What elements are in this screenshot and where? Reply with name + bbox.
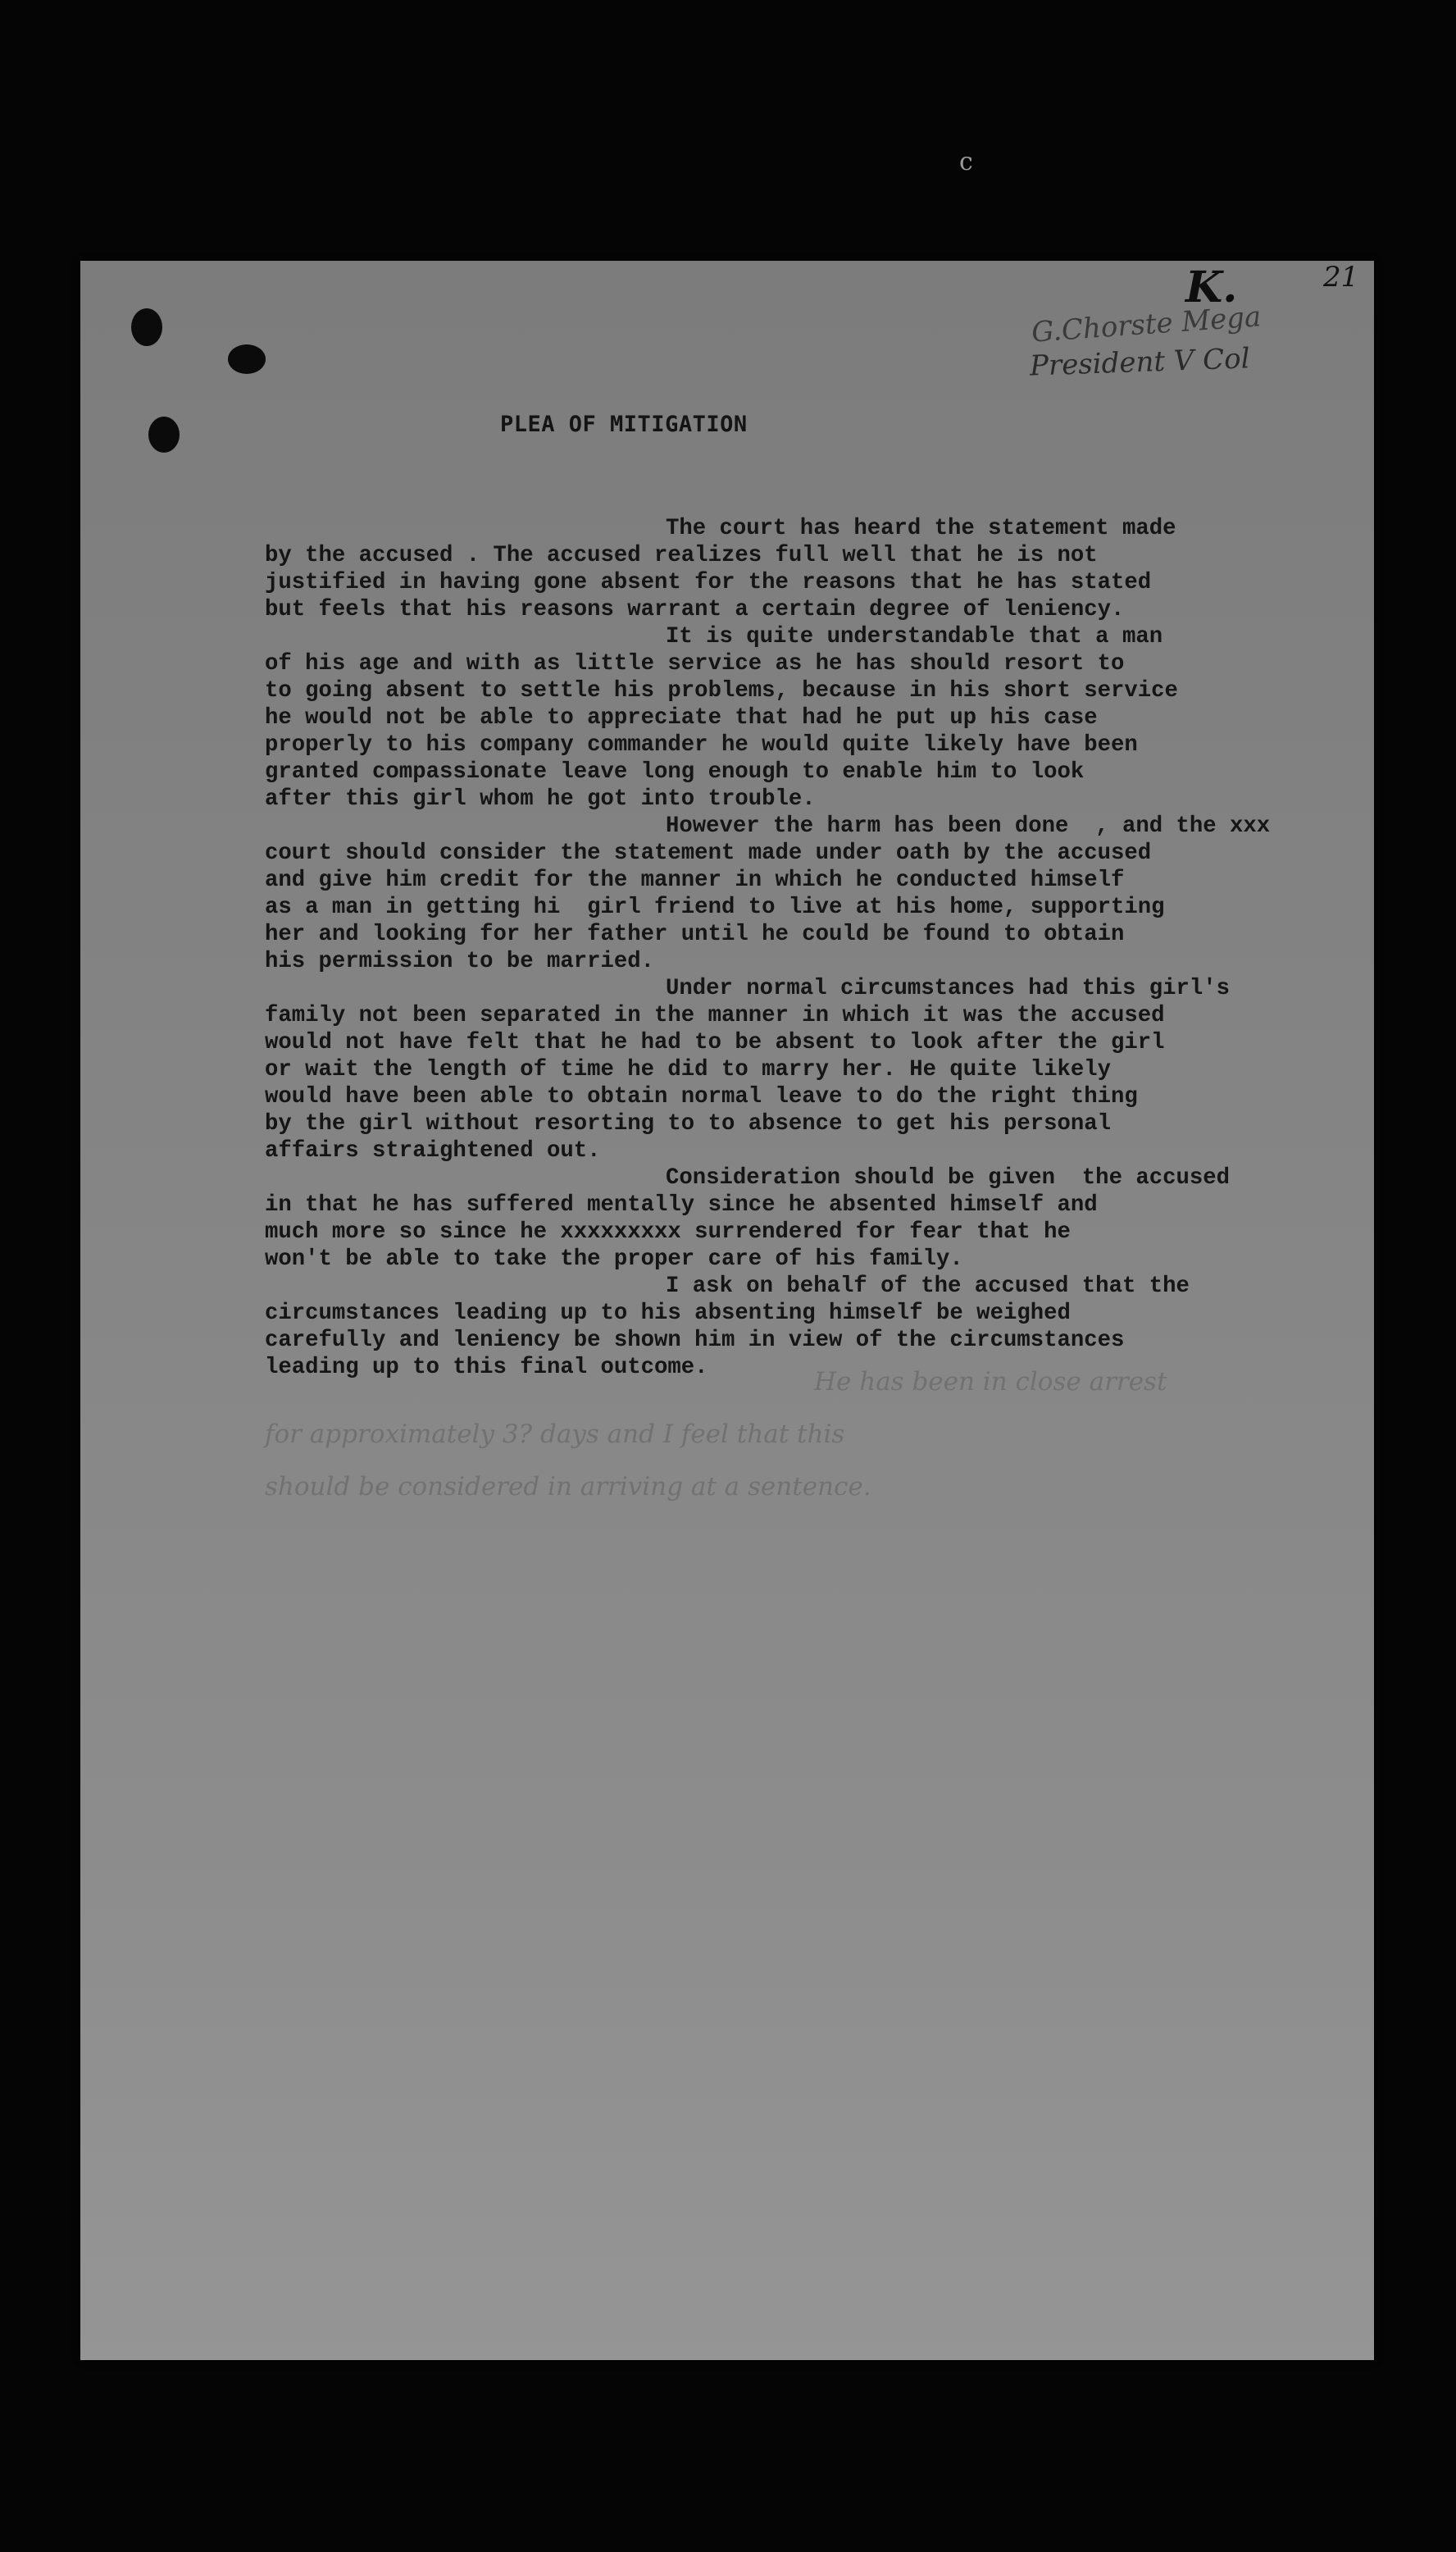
body-line: Under normal circumstances had this girl's	[666, 976, 1230, 1001]
document-page	[80, 261, 1374, 2360]
signature-title: President V Col	[1029, 342, 1251, 383]
body-line: after this girl whom he got into trouble.	[265, 786, 816, 812]
body-line: of his age and with as little service as he has should resort to	[265, 651, 1125, 677]
body-line: The court has heard the statement made	[666, 516, 1176, 541]
body-line: I ask on behalf of the accused that the	[666, 1274, 1190, 1299]
body-line: affairs straightened out.	[265, 1138, 601, 1164]
body-line: as a man in getting hi girl friend to live at his home, supporting	[265, 895, 1165, 920]
body-line: It is quite understandable that a man	[666, 624, 1163, 649]
body-line: much more so since he xxxxxxxxx surrendered for fear that he	[265, 1219, 1071, 1245]
pencil-annotation	[265, 1356, 1167, 1513]
punch-hole-icon	[148, 417, 180, 453]
body-line: he would not be able to appreciate that had he put up his case	[265, 705, 1098, 731]
body-line: and give him credit for the manner in which he conducted himself	[265, 868, 1125, 893]
body-line: would have been able to obtain normal leave to do the right thing	[265, 1084, 1138, 1110]
body-line: properly to his company commander he would quite likely have been	[265, 732, 1138, 758]
file-letter-mark: K.	[1185, 262, 1238, 312]
body-line: court should consider the statement made under oath by the accused	[265, 841, 1152, 866]
body-line: her and looking for her father until he could be found to obtain	[265, 922, 1125, 947]
document-body	[265, 515, 1363, 1381]
body-line: by the girl without resorting to to absence to get his personal	[265, 1111, 1111, 1137]
body-line: but feels that his reasons warrant a certain degree of leniency.	[265, 597, 1125, 622]
body-line: granted compassionate leave long enough to enable him to look	[265, 759, 1085, 785]
pencil-note-line: for approximately 3? days and I feel that this	[265, 1420, 845, 1449]
body-line: carefully and leniency be shown him in view of the circumstances	[265, 1328, 1125, 1353]
body-line: or wait the length of time he did to marry her. He quite likely	[265, 1057, 1111, 1082]
body-line: circumstances leading up to his absenting himself be weighed	[265, 1301, 1071, 1326]
page-number: 21	[1323, 261, 1359, 294]
body-line: justified in having gone absent for the reasons that he has stated	[265, 570, 1152, 595]
body-line: by the accused . The accused realizes full well that he is not	[265, 543, 1098, 568]
signature-line: G.Chorste Mega	[1030, 300, 1263, 349]
body-line: would not have felt that he had to be absent to look after the girl	[265, 1030, 1165, 1055]
body-line: in that he has suffered mentally since he absented himself and	[265, 1192, 1098, 1218]
pencil-note-line: should be considered in arriving at a sentence.	[265, 1472, 871, 1502]
body-line: family not been separated in the manner in which it was the accused	[265, 1003, 1165, 1028]
pencil-note-line: He has been in close arrest	[814, 1367, 1167, 1397]
body-line: leading up to this final outcome.	[265, 1355, 708, 1380]
body-line: However the harm has been done , and the xxx	[666, 813, 1271, 839]
punch-hole-icon	[228, 344, 266, 374]
scanner-mark: c	[959, 148, 973, 176]
body-line: his permission to be married.	[265, 949, 655, 974]
punch-hole-icon	[131, 308, 162, 346]
body-line: to going absent to settle his problems, because in his short service	[265, 678, 1178, 704]
body-line: Consideration should be given the accused	[666, 1165, 1230, 1191]
document-title: PLEA OF MITIGATION	[500, 412, 748, 437]
body-line: won't be able to take the proper care of his family.	[265, 1246, 963, 1272]
